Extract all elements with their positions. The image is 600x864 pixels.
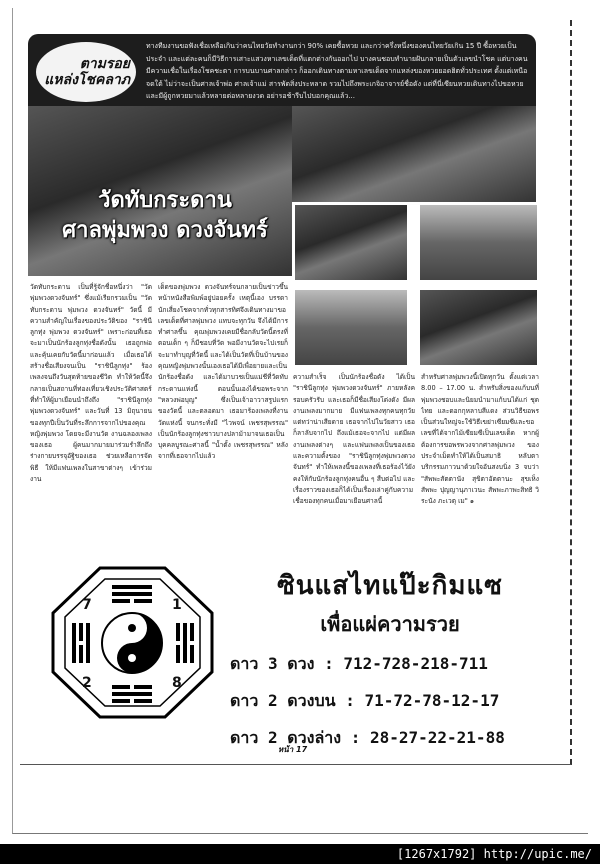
bagua-yin-yang-icon	[50, 565, 215, 720]
photo-statue	[295, 290, 407, 365]
photo-offerings	[420, 290, 537, 365]
lottery-row-3-digit	[230, 652, 550, 677]
row-numbers: 28-27-22-21-88	[369, 728, 505, 747]
logo-line2: แหล่งโชคลาภ	[44, 72, 130, 88]
row-label: ดาว 2 ดวงบน	[230, 691, 336, 710]
lottery-subheading: เพื่อแผ่ความรวย	[320, 612, 460, 636]
text-column-2: เด็ดของพุ่มพวง ดวงจันทร์จนกลายเป็นข่าวขึ้นหน้าหนังสือพิมพ์อยู่บ่อยครั้ง เหตุนี้เอง บรรดานักเสี่ยงโชคจากทั่วทุกสารทิศจึงเดินทางมาขอเลขเด็ดที่ศาลพุ่มพวง แทบจะทุกวัน จึงได้มีการทำศาลขึ้น คุณพุ่มพวงเคยมีชื่อกลับวัดนี้ตรงที่ ตอนเด็ก ๆ ก็มีชอบที่วัด พอมีงานวัดจะไปเรยก็จะมาทำบุญที่วัดนี้ และได้เป็นวัดที่เป็นบ้านของคุณหญิงพุ่มพวงนั้นเองเธอได้มีเพื่อยายและเป็นนักร้องชื่อดัง และได้มาบวชเป็นแม่ชีที่วัดทับกระดานแห่งนี้ ตอนนั้นเองได้ขอพระจาก "หลวงพ่อบุญ" ซึ่งเป็นเจ้าอาวาสรูปแรก ของวัดนี้ และตลอดมา เธอมาร้องเพลงที่งานวัดแห่งนี้ จนกระทั่งมี "ไวพจน์ เพชรสุพรรณ" เป็นนักร้องลูกทุ่งชาวบางปลาม้ามาจนเธอเป็นบุคคลบูรณะศาลนี้ "น้ำตั้ง เพชรสุพรรณ" หลังจากที่เธอจากไปแล้ว	[158, 283, 288, 461]
article-header	[28, 34, 536, 106]
trigram-number: 7	[82, 597, 92, 613]
text-column-1: วัดทับกระดาน เป็นที่รู้จักชื่อหนึ่งว่า "วัดพุ่มพวงดวงจันทร์" ซึ่งแม้เรียกรวมเป็น "วัดทับกระดาน พุ่มพวง ดวงจันทร์" วัดนี้ มีความสำคัญในเรื่องของประวัติของ "ราชินีลูกทุ่ง พุ่มพวง ดวงจันทร์" เพราะก่อนที่เธอจะมาเป็นนักร้องลูกทุ่งชื่อดังนั้น เธอถูกพ่อและคุ้นเคยกับวัดนี้มาก่อนแล้ว เมื่อเธอได้สร้างชื่อเสียงจนเป็น "ราชินีลูกทุ่ง" ร้องเพลงจนถึงวันสุดท้ายของชีวิต ทำให้วัดนี้จึงกลายเป็นสถานที่ท่องเที่ยวเชิงประวัติศาสตร์ที่ทำให้ผู้มาเยือนนำถึงถึง "ราชินีลูกทุ่ง พุ่มพวงดวงจันทร์" และวันที่ 13 มิถุนายน ของทุกปีเป็นวันที่ระลึกการจากไปของคุณหญิงพุ่มพวง โดยจะมีงานวัด งานฉลองเพลงของเธอ ผู้คนมากมายมาร่วมรำลึกถึงร่างกายบรรจุอัฐิของเธอ ช่วยเหลือการจัดพิธี ให้มีแฟนเพลงในสาขาต่างๆ เข้าร่วมงาน	[30, 283, 152, 484]
image-host-footer: [1267x1792] http://upic.me/	[0, 844, 600, 864]
title-line2: ศาลพุ่มพวง ดวงจันทร์	[62, 217, 268, 243]
title-line1: วัดทับกระดาน	[98, 187, 232, 213]
photo-pavilion	[420, 205, 537, 280]
trigram-number: 2	[82, 675, 92, 691]
page-number: หน้า 17	[278, 745, 308, 754]
row-numbers: 71-72-78-12-17	[364, 691, 500, 710]
text-column-4: สำหรับศาลพุ่มพวงนี้เปิดทุกวัน ตั้งแต่เวลา 8.00 – 17.00 น. สำหรับสิ่งของแก้บนที่พุ่มพวงชอบและนิยมนำมาแก้บนได้แก่ ชุดไทย และดอกกุหลาบสีแดง ส่วนวิธีขอพรเป็นส่วนใหญ่จะใช้วิธีเขย่าเซียมซีและขอเลขที่ได้จากไม้เซียมซีเป็นเลขเด็ด หากผู้ต้องการขอพรพวงจากศาลพุ่มพวง ของประจำเม็ดทำให้ได้เป็นสมาธิ หลับตา บริกรรมภาวนาด้วยใจอันสงบนิ่ง 3 จบว่า "สัพพะสัตตานัง สุขิตาอัตตานะ สุขเห็ง สัพพะ ปุญญานุภาเวนะ สัพพะภาพะสิทธิ วิระนัง ภะเวตุ เม" ๑	[421, 373, 539, 506]
row-label: ดาว 3 ดวง	[230, 654, 315, 673]
row-separator: :	[345, 691, 355, 710]
lottery-box	[230, 565, 550, 751]
row-numbers: 712-728-218-711	[343, 654, 488, 673]
photo-shrine-ribbons	[292, 106, 536, 202]
article-title	[40, 185, 290, 245]
row-separator: :	[350, 728, 361, 747]
logo-line1: ตามรอย	[79, 56, 130, 72]
lottery-row-2-digit-top	[230, 689, 550, 714]
section-logo	[36, 42, 136, 102]
row-separator: :	[324, 654, 334, 673]
photo-trees	[295, 205, 407, 280]
row-label: ดาว 2 ดวงล่าง	[230, 728, 342, 747]
intro-text: ทางทีมงานขอฟังเชื่อเหลือเกินว่าคนไทยวัยทำงานกว่า 90% เคยซื้อหวย และกว่าครึ่งหนึ่งของคนไทยวัยเกิน 15 ปี ซื้อหวยเป็นประจำ และแต่ละคนก็มีวิธีการเสาะแสวงหาเลขเด็ดที่แตกต่างกันออกไป บางคนชอบทำนายฝันกลายเป็นตัวเลขนำโชค แต่บางคนมีความเชื่อในเรื่องโชคชะตา การบนบานศาลกล่าว ก็ออกเดินทางตามหาเลขเด็ดจากแหล่งของหวยยอดฮิตทั่วประเทศ ตั้งแต่เหนือจดใต้ ไม่ว่าจะเป็นศาลเจ้าพ่อ ศาลเจ้าแม่ สารพัดสิ่งประหลาด รวมไปถึงพระเกจิอาจารย์ชื่อดัง แต่ที่นี่เซียนหวยเดินทางไปขอหวย และมีผู้ถูกหวยมาแล้วหลายต่อหลายงวด อย่ารอช้ารีบไปบอกคุณแล้ว...	[146, 42, 528, 100]
lottery-heading: ซินแสไทแป๊ะกิมแซ	[277, 571, 503, 601]
text-column-3: ความสำเร็จ เป็นนักร้องชื่อดัง ได้เป็น "ราชินีลูกทุ่ง พุ่มพวงดวงจันทร์" ภายหลังครอบครัวรับ และเธอก็มีชื่อเสียงโด่งดัง มีผลงานเพลงมากมาย มีแฟนเพลงทุกคนทุกวัย แต่ทว่าน่าเสียดาย เธอจากไปในวัยสาว เธอก็ลาลับจากไป ถึงแม้เธอจะจากไป แต่มีผลงานเพลงต่างๆ และแฟนเพลงเป็นของเธอ และความตั้งของ "ราชินีลูกทุ่งพุ่มพวงดวงจันทร์" ทำให้เพลงนี้ของเพลงที่เธอร้องไว้ยังคงให้กับนักร้องลูกทุ่งคนอื่น ๆ สืบต่อไป และเรื่องราวของเธอก็ได้เป็นเรื่องเล่าคู่กับความเชื่อของทุกคนเมื่อมาเยือนศาลนี้	[293, 373, 415, 506]
trigram-number: 8	[172, 675, 182, 691]
trigram-number: 1	[172, 597, 182, 613]
